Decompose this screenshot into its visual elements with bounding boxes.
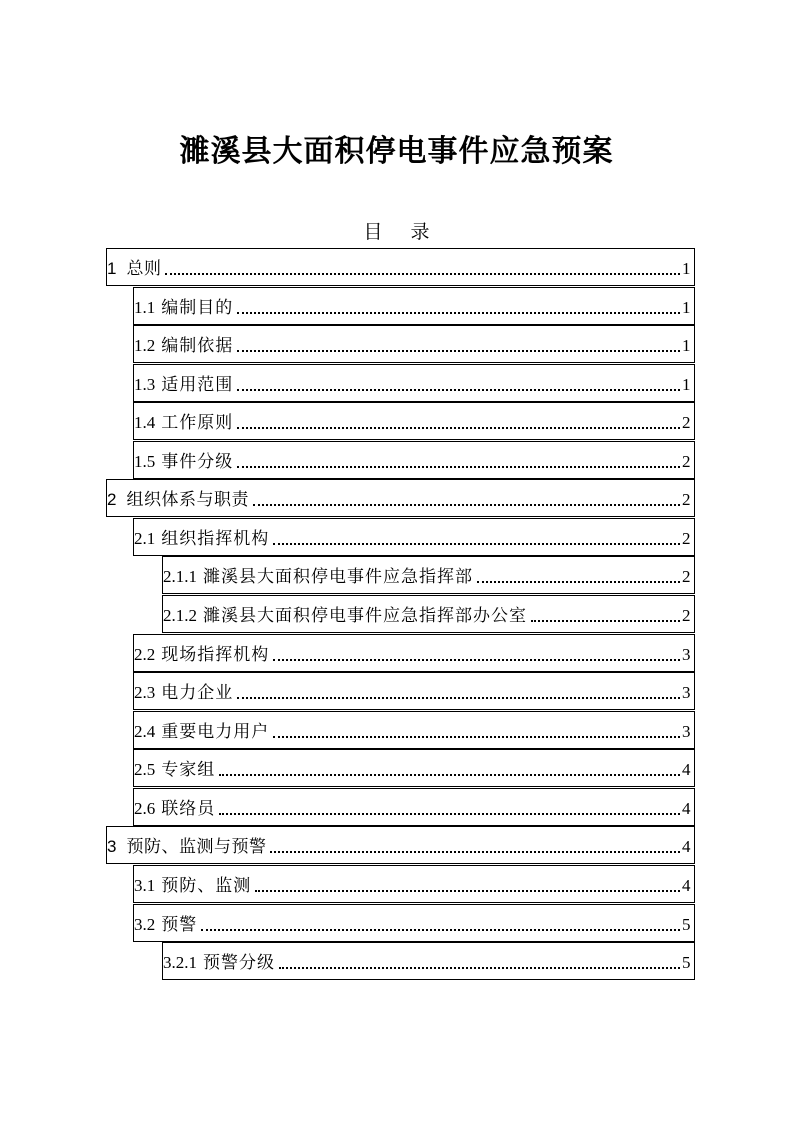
dot-leader	[165, 273, 680, 275]
document-title: 濉溪县大面积停电事件应急预案	[179, 134, 614, 169]
toc-entry[interactable]	[106, 826, 695, 864]
toc-entry[interactable]	[133, 364, 695, 402]
toc-entry[interactable]	[106, 479, 695, 517]
toc-entry-page: 5	[682, 953, 691, 972]
toc-entry-page: 4	[682, 876, 691, 895]
dot-leader	[279, 967, 680, 969]
toc-entry-number: 2.6	[134, 799, 156, 818]
toc-entry-title: 工作原则	[161, 413, 234, 433]
toc-entry-title: 事件分级	[161, 452, 234, 472]
dot-leader	[253, 504, 680, 506]
toc-entry[interactable]	[162, 942, 695, 980]
toc-entry-page: 3	[682, 683, 691, 702]
dot-leader	[270, 851, 680, 853]
toc-entry-number: 1.5	[134, 452, 156, 471]
dot-leader	[273, 736, 680, 738]
toc-entry[interactable]	[133, 904, 695, 942]
toc-entry-title: 适用范围	[161, 375, 234, 395]
toc-entry-page: 5	[682, 915, 691, 934]
toc-entry[interactable]	[133, 402, 695, 440]
toc-entry-title: 预防、监测与预警	[126, 837, 267, 857]
toc-entry-title: 组织指挥机构	[161, 529, 270, 549]
toc-entry-page: 2	[682, 490, 691, 509]
dot-leader	[237, 312, 680, 314]
toc-entry-page: 2	[682, 413, 691, 432]
toc-entry-title: 预警	[161, 915, 198, 935]
dot-leader	[273, 543, 680, 545]
toc-entry[interactable]	[133, 672, 695, 710]
toc-entry-number: 1.3	[134, 375, 156, 394]
dot-leader	[531, 620, 680, 622]
toc-entry-title: 专家组	[161, 760, 216, 780]
toc-entry-page: 4	[682, 760, 691, 779]
toc-entry[interactable]	[133, 711, 695, 749]
toc-heading-char-2: 录	[410, 221, 430, 243]
toc-entry-number: 2.3	[134, 683, 156, 702]
toc-entry[interactable]	[133, 441, 695, 479]
toc-entry-title: 组织体系与职责	[126, 490, 249, 510]
toc-entry[interactable]	[133, 518, 695, 556]
toc-entry-page: 2	[682, 529, 691, 548]
toc-entry[interactable]	[133, 634, 695, 672]
toc-entry[interactable]	[133, 325, 695, 363]
dot-leader	[237, 350, 680, 352]
toc-entry-page: 1	[682, 375, 691, 394]
toc-entry-title: 电力企业	[161, 683, 234, 703]
toc-entry-number: 3.1	[134, 876, 156, 895]
toc-entry[interactable]	[106, 248, 695, 286]
toc-entry-title: 预防、监测	[161, 876, 252, 896]
toc-entry-number: 2.1	[134, 529, 156, 548]
toc-entry-page: 1	[682, 336, 691, 355]
toc-entry-number: 3	[107, 837, 117, 856]
toc-entry-number: 2.4	[134, 722, 156, 741]
toc-entry-page: 3	[682, 722, 691, 741]
toc-entry-page: 2	[682, 452, 691, 471]
toc-entry-title: 编制目的	[161, 298, 234, 318]
toc-entry[interactable]	[162, 556, 695, 594]
toc-entry-number: 3.2.1	[163, 953, 197, 972]
toc-entry-page: 3	[682, 645, 691, 664]
toc-entry-number: 2.1.2	[163, 606, 197, 625]
toc-entry-number: 2.2	[134, 645, 156, 664]
toc-entry[interactable]	[133, 788, 695, 826]
toc-entry-title: 濉溪县大面积停电事件应急指挥部办公室	[203, 606, 527, 626]
toc-entry-title: 联络员	[161, 799, 216, 819]
toc-entry-title: 编制依据	[161, 336, 234, 356]
toc-entry-page: 1	[682, 259, 691, 278]
dot-leader	[237, 697, 680, 699]
dot-leader	[237, 389, 680, 391]
toc-entry-number: 1.1	[134, 298, 156, 317]
toc-entry-page: 2	[682, 606, 691, 625]
dot-leader	[219, 774, 680, 776]
toc-entry-number: 2	[107, 490, 117, 509]
toc-entry-number: 2.1.1	[163, 567, 197, 586]
toc-entry[interactable]	[162, 595, 695, 633]
toc-heading-char-1: 目	[363, 221, 383, 243]
toc-entry-page: 4	[682, 837, 691, 856]
toc-entry-page: 1	[682, 298, 691, 317]
toc-entry-number: 3.2	[134, 915, 156, 934]
toc-entry-title: 总则	[126, 259, 162, 279]
dot-leader	[201, 929, 680, 931]
toc-entry-number: 2.5	[134, 760, 156, 779]
dot-leader	[237, 427, 680, 429]
dot-leader	[219, 813, 680, 815]
toc-heading	[0, 218, 793, 246]
toc-entry-page: 4	[682, 799, 691, 818]
toc-entry-number: 1.4	[134, 413, 156, 432]
toc-entry[interactable]	[133, 865, 695, 903]
toc-entry-title: 预警分级	[203, 953, 275, 973]
toc-entry-title: 濉溪县大面积停电事件应急指挥部	[203, 567, 473, 587]
dot-leader	[237, 466, 680, 468]
dot-leader	[477, 581, 680, 583]
toc-entry-title: 现场指挥机构	[161, 645, 270, 665]
toc-entry[interactable]	[133, 749, 695, 787]
toc-entry-title: 重要电力用户	[161, 722, 270, 742]
dot-leader	[273, 659, 680, 661]
dot-leader	[255, 890, 680, 892]
toc-entry-number: 1.2	[134, 336, 156, 355]
toc-entry-page: 2	[682, 567, 691, 586]
toc-entry[interactable]	[133, 287, 695, 325]
toc-entry-number: 1	[107, 259, 117, 278]
